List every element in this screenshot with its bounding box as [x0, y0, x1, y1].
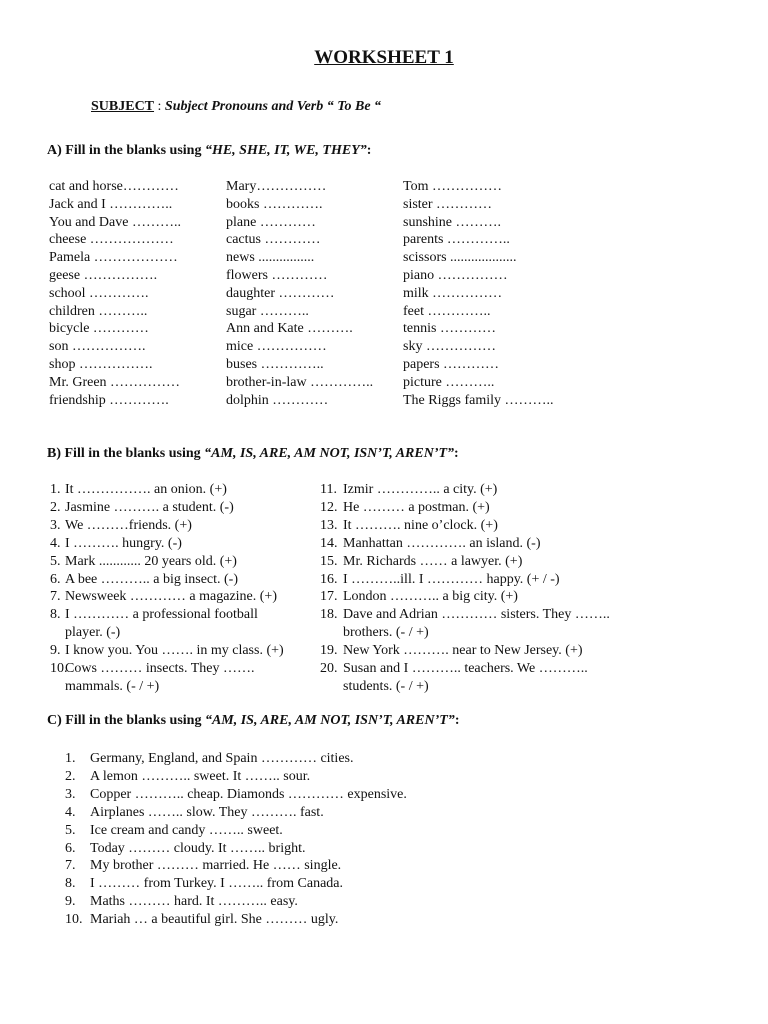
exercise-item	[50, 660, 284, 678]
subject-separator: :	[154, 99, 165, 114]
item-number: 2.	[50, 499, 61, 515]
item-number: 1.	[65, 751, 76, 766]
item-number	[320, 678, 343, 696]
item-text: Today ……… cloudy. It …….. bright.	[90, 840, 306, 856]
blank-item: flowers …………	[226, 267, 328, 283]
exercise-item	[320, 571, 610, 589]
blank-item: tennis …………	[403, 321, 496, 337]
exercise-item	[320, 481, 610, 499]
item-number: 11.	[320, 482, 337, 497]
item-number: 5.	[50, 553, 61, 569]
item-number: 16.	[320, 571, 338, 587]
blank-item: Jack and I …………..	[49, 196, 173, 212]
exercise-item	[50, 642, 284, 660]
item-number: 3.	[50, 517, 61, 533]
item-text: He ……… a postman. (+)	[343, 499, 490, 515]
exercise-item	[50, 499, 284, 517]
blank-item: sugar ………..	[226, 303, 309, 319]
blank-item: daughter …………	[226, 285, 335, 301]
blank-item: parents …………..	[403, 232, 510, 248]
item-number: 6.	[50, 571, 61, 587]
item-number: 13.	[320, 517, 338, 533]
blank-item: milk ……………	[403, 285, 503, 301]
blank-item: brother-in-law …………..	[226, 374, 374, 390]
blank-item: dolphin …………	[226, 392, 329, 408]
blank-item: You and Dave ………..	[49, 214, 181, 230]
exercise-item	[50, 588, 284, 606]
exercise-item	[50, 535, 284, 553]
exercise-item	[50, 571, 284, 589]
section-a-column-3	[403, 178, 554, 409]
exercise-item	[65, 911, 407, 929]
blank-item: papers …………	[403, 356, 500, 372]
blank-item: picture ………..	[403, 374, 495, 390]
exercise-item	[320, 660, 610, 678]
item-number: 20.	[320, 661, 338, 677]
item-text: Mariah … a beautiful girl. She ……… ugly.	[90, 912, 339, 928]
exercise-item	[65, 750, 407, 768]
blank-item: school ………….	[49, 285, 149, 301]
item-text: We ………friends. (+)	[65, 517, 192, 533]
blank-item: cat and horse…………	[49, 179, 179, 194]
exercise-item	[65, 875, 407, 893]
blank-item: shop …………….	[49, 356, 153, 372]
exercise-item	[65, 804, 407, 822]
item-number: 4.	[65, 804, 76, 820]
exercise-item	[320, 535, 610, 553]
worksheet-title: WORKSHEET 1	[314, 47, 454, 68]
item-text: Airplanes …….. slow. They ………. fast.	[90, 804, 324, 820]
blank-item: scissors ...................	[403, 250, 517, 266]
section-a-column-2	[226, 178, 373, 409]
exercise-item	[65, 857, 407, 875]
blank-item: Ann and Kate ……….	[226, 321, 353, 337]
item-text: player. (-)	[65, 625, 121, 641]
blank-item: son …………….	[49, 339, 146, 355]
item-number: 15.	[320, 553, 338, 569]
exercise-item	[65, 768, 407, 786]
section-a-column-1	[49, 178, 181, 409]
item-text: Izmir ………….. a city. (+)	[343, 482, 498, 497]
blank-item: cheese ………………	[49, 232, 174, 248]
item-text: A bee ……….. a big insect. (-)	[65, 571, 239, 587]
section-a-heading: A) Fill in the blanks using “HE, SHE, IT, WE, THEY”:	[47, 143, 372, 158]
item-text: Ice cream and candy …….. sweet.	[90, 822, 283, 838]
exercise-item	[320, 588, 610, 606]
blank-item: children ………..	[49, 303, 148, 319]
section-b-heading: B) Fill in the blanks using “AM, IS, ARE, AM NOT, ISN’T, AREN’T”:	[47, 446, 459, 461]
exercise-item	[50, 481, 284, 499]
item-number: 8.	[65, 876, 76, 892]
item-text: I ……… from Turkey. I …….. from Canada.	[90, 876, 344, 892]
item-number: 5.	[65, 822, 76, 838]
exercise-item	[65, 786, 407, 804]
blank-item: news ................	[226, 250, 315, 266]
item-number: 8.	[50, 607, 61, 623]
exercise-item	[320, 553, 610, 571]
exercise-item	[320, 606, 610, 624]
item-text: I ………..ill. I ………… happy. (+ / -)	[343, 571, 560, 587]
item-text: brothers. (- / +)	[343, 625, 429, 641]
exercise-item	[320, 678, 610, 696]
item-number	[320, 624, 343, 642]
section-b-right-list	[320, 481, 610, 696]
item-text: I ………. hungry. (-)	[65, 535, 182, 551]
item-number: 12.	[320, 499, 338, 515]
item-text: I ………… a professional football	[65, 607, 258, 623]
item-text: Susan and I ……….. teachers. We ………..	[343, 661, 588, 677]
section-b-left-list	[50, 481, 284, 696]
blank-item: piano ……………	[403, 267, 508, 283]
item-text: Jasmine ………. a student. (-)	[65, 499, 234, 515]
item-text: students. (- / +)	[343, 678, 429, 694]
blank-item: books ………….	[226, 196, 323, 212]
blank-item: feet …………..	[403, 303, 491, 319]
item-text: Mr. Richards …… a lawyer. (+)	[343, 553, 523, 569]
section-c-heading: C) Fill in the blanks using “AM, IS, ARE, AM NOT, ISN’T, AREN’T”:	[47, 713, 460, 728]
item-number: 14.	[320, 535, 338, 551]
item-number	[50, 678, 65, 696]
exercise-item	[320, 499, 610, 517]
blank-item: The Riggs family ………..	[403, 392, 554, 408]
item-text: Copper ……….. cheap. Diamonds ………… expensive.	[90, 786, 407, 802]
exercise-item	[50, 624, 284, 642]
item-text: It ……………. an onion. (+)	[65, 482, 227, 497]
item-number: 3.	[65, 786, 76, 802]
item-number: 9.	[65, 894, 76, 910]
item-number: 10.	[65, 912, 83, 928]
item-text: It ………. nine o’clock. (+)	[343, 517, 498, 533]
item-text: Germany, England, and Spain ………… cities.	[90, 751, 354, 766]
blank-item: Pamela ………………	[49, 250, 178, 266]
item-number: 2.	[65, 768, 76, 784]
item-text: My brother ……… married. He …… single.	[90, 858, 342, 874]
item-text: I know you. You ……. in my class. (+)	[65, 643, 284, 659]
item-number: 18.	[320, 607, 338, 623]
exercise-item	[320, 642, 610, 660]
item-text: Dave and Adrian ………… sisters. They ……..	[343, 607, 610, 623]
item-text: Manhattan …………. an island. (-)	[343, 535, 541, 551]
blank-item: Mary……………	[226, 179, 327, 194]
item-number: 19.	[320, 643, 338, 659]
blank-item: plane …………	[226, 214, 316, 230]
blank-item: friendship ………….	[49, 392, 169, 408]
item-number: 17.	[320, 589, 338, 605]
item-number: 7.	[50, 589, 61, 605]
item-text: Cows ……… insects. They …….	[65, 661, 255, 677]
exercise-item	[65, 840, 407, 858]
item-number: 10.	[50, 661, 68, 677]
item-text: Newsweek ………… a magazine. (+)	[65, 589, 277, 605]
item-number: 1.	[50, 482, 61, 497]
item-number	[50, 624, 65, 642]
subject-line	[91, 99, 381, 115]
blank-item: sister …………	[403, 196, 493, 212]
exercise-item	[65, 893, 407, 911]
blank-item: geese …………….	[49, 267, 158, 283]
item-text: Mark ............ 20 years old. (+)	[65, 553, 237, 569]
exercise-item	[50, 678, 284, 696]
item-text: London ……….. a big city. (+)	[343, 589, 518, 605]
blank-item: mice ……………	[226, 339, 327, 355]
blank-item: Mr. Green ……………	[49, 374, 181, 390]
exercise-item	[65, 822, 407, 840]
item-number: 4.	[50, 535, 61, 551]
blank-item: cactus …………	[226, 232, 321, 248]
item-number: 6.	[65, 840, 76, 856]
exercise-item	[50, 517, 284, 535]
item-text: New York ………. near to New Jersey. (+)	[343, 643, 583, 659]
item-number: 9.	[50, 643, 61, 659]
item-text: Maths ……… hard. It ……….. easy.	[90, 894, 298, 910]
subject-value: Subject Pronouns and Verb “ To Be “	[164, 99, 382, 114]
item-text: A lemon ……….. sweet. It …….. sour.	[90, 768, 311, 784]
exercise-item	[320, 624, 610, 642]
exercise-item	[50, 606, 284, 624]
exercise-item	[50, 553, 284, 571]
exercise-item	[320, 517, 610, 535]
item-number: 7.	[65, 858, 76, 874]
blank-item: sky ……………	[403, 339, 496, 355]
section-c-list	[65, 750, 407, 929]
blank-item: bicycle …………	[49, 321, 149, 337]
subject-label: SUBJECT	[91, 99, 155, 114]
item-text: mammals. (- / +)	[65, 678, 160, 694]
blank-item: sunshine ……….	[403, 214, 501, 230]
blank-item: Tom ……………	[403, 179, 502, 194]
blank-item: buses …………..	[226, 356, 324, 372]
